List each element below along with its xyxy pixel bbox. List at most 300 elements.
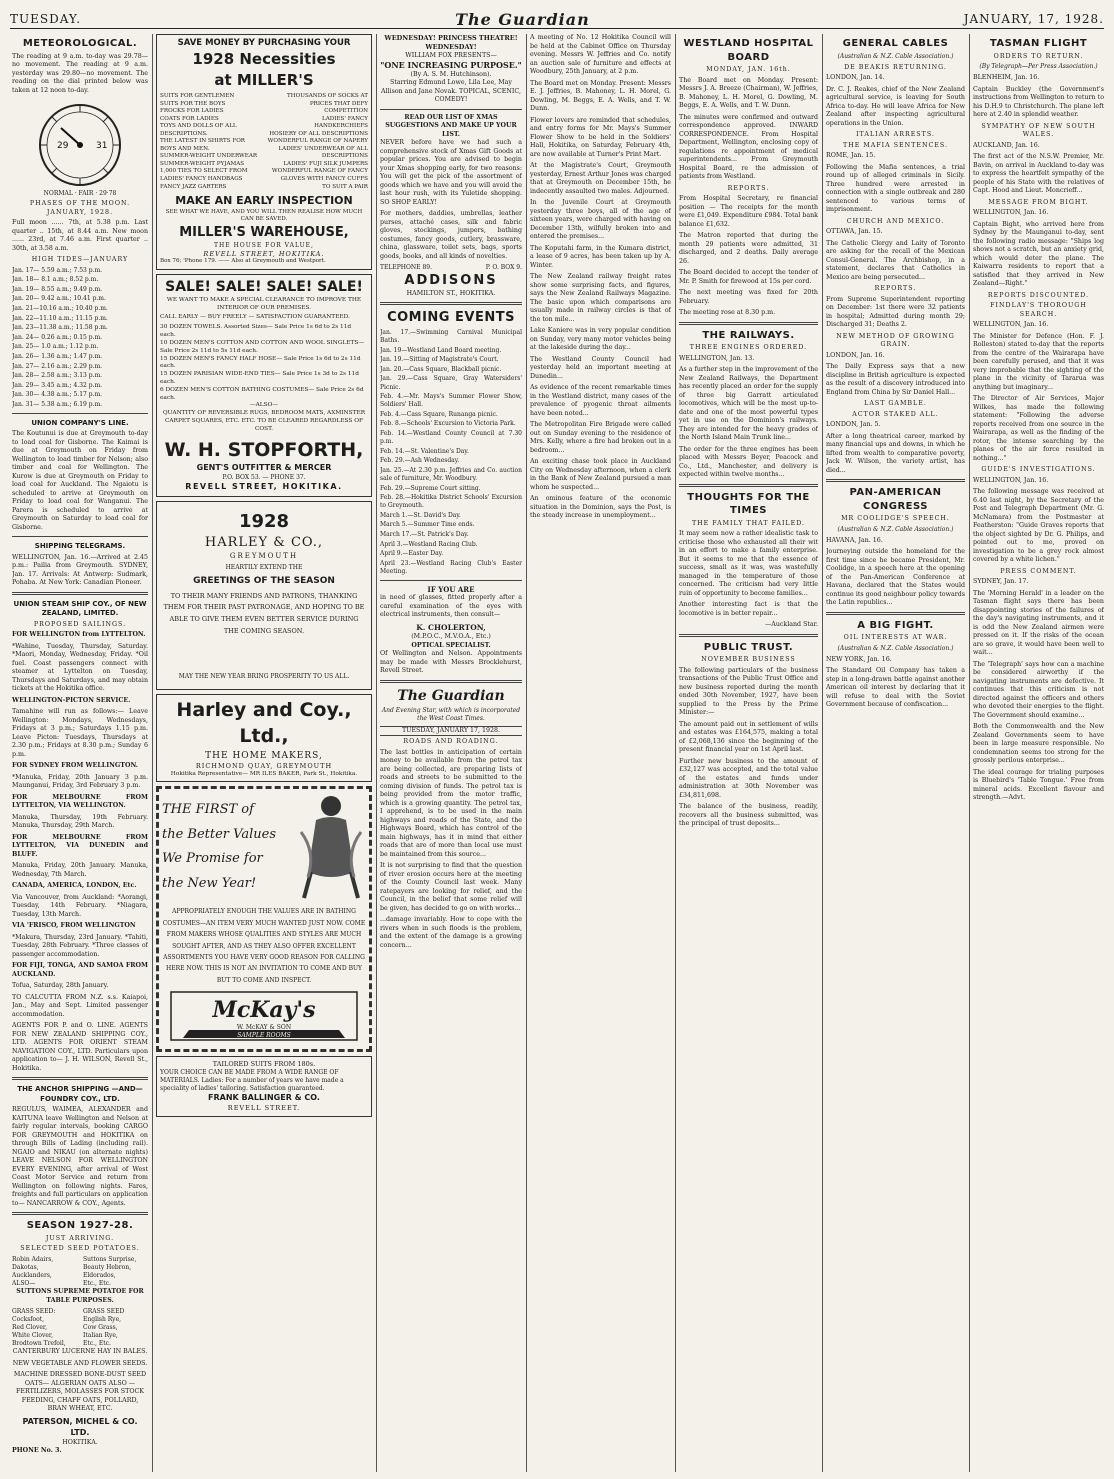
anchor-shipping-heading: THE ANCHOR SHIPPING —AND— FOUNDRY COY., LTD. [17, 1085, 143, 1103]
coming-events-heading: COMING EVENTS [387, 310, 515, 326]
fiji-text: Tofua, Saturday, 28th January. [12, 982, 109, 990]
railways-place: WELLINGTON, Jan. 13. [679, 354, 755, 362]
cables-text-5: The Daily Express says that a new discipline in British agriculture is expected as the result of a discovery introduced into England from China by Sir Daniel Hall... [826, 363, 965, 396]
guardian-subtitle: And Evening Star, with which is incorporated the West Coast Times. [381, 706, 521, 722]
coming-events-list [380, 329, 522, 576]
hospital-board-heading: WESTLAND HOSPITAL BOARD [683, 38, 814, 63]
fiji-heading: FOR FIJI, TONGA, AND SAMOA FROM AUCKLAND. [12, 962, 148, 978]
mckay-firm: W. McKAY & SON [236, 1023, 292, 1031]
lucerne-text: CANTERBURY LUCERNE HAY IN BALES. [12, 1348, 148, 1356]
grass-seed-item: White Clover, [12, 1332, 53, 1340]
frisco-heading: VIA 'FRISCO, FROM WELLINGTON [12, 922, 136, 930]
public-trust-text-4: The balance of the business, readily, recovers all the business submitted, was the principal of trust deposits... [679, 803, 818, 827]
harley-wish: MAY THE NEW YEAR BRING PROSPERITY TO US ALL. [178, 673, 350, 681]
princess-theatre-headline: WEDNESDAY! PRINCESS THEATRE! WEDNESDAY! [384, 34, 518, 51]
princess-author: (By A. S. M. Hutchinson). [410, 70, 492, 78]
ballinger-address: REVELL STREET. [227, 1103, 301, 1112]
eyes-heading: IF YOU ARE [427, 585, 475, 595]
coming-event-item: Jan. 17.—Swimming Carnival Municipal Baths. [380, 329, 522, 345]
coming-event-item: Feb. 29.—Supreme Court sitting. [380, 484, 481, 492]
millers-item: WONDERFUL RANGE OF FANCY GLOVES WITH FANCY CUFFS [271, 168, 368, 182]
hospital-text-5: The Board decided to accept the tender of Mr. P. Smith for firewood at 15s per cord. [679, 269, 818, 285]
big-fight-association: (Australian & N.Z. Cable Association.) [837, 644, 954, 652]
masthead-paper-title: The Guardian [455, 9, 590, 29]
cables-heading-4: REPORTS. [874, 285, 917, 293]
millers-address: REVELL STREET, HOKITIKA. [203, 249, 325, 258]
addisons-address: HAMILTON ST., HOKITIKA. [406, 289, 496, 297]
big-fight-heading: A BIG FIGHT. [857, 619, 934, 631]
grass-seed-item: GRASS SEED: [12, 1308, 56, 1315]
stopforth-name: W. H. STOPFORTH, [164, 438, 364, 461]
addisons-name: ADDISONS [404, 273, 498, 289]
first-line-1: THE FIRST of [162, 801, 254, 817]
first-line-4: the New Year! [162, 876, 257, 892]
guides-text: The following message was received at 6.40 last night, by the Secretary of the Post and Telegraph Department (Mr. G. McNamara) from the Postmaster at Featherston: "Guide Graves reports that the object sighted by Dr. G. Philips, and pointed out to me, proved on investigation to be a grey rock almost covered by a white lichen." [973, 488, 1104, 564]
hospital-reports-heading: REPORTS. [727, 184, 770, 192]
railways-heading: THE RAILWAYS. [702, 329, 795, 341]
lyttelton-heading: FOR WELLINGTON from LYTTELTON. [12, 631, 146, 639]
meteorological-heading: METEOROLOGICAL. [22, 38, 138, 49]
potato-item: Eldorados, [83, 1271, 116, 1279]
railways-text-2: The order for the three engines has been placed with Messrs Beyer, Peacock and Co., Ltd., Manchester, and delivery is expected within twelve months... [679, 445, 818, 478]
big-fight-sub: OIL INTERESTS AT WAR. [843, 634, 948, 642]
cholerton-title: OPTICAL SPECIALIST. [411, 641, 491, 649]
column-1: METEOROLOGICAL. The reading at 9 a.m. to-day was 29.78—no movement. The reading at 9 a.m. yesterday was 29.80—no movement. The reading on the dial printed below was taken at 12 noon to-day. 29 31 NORMAL · FAIR · 29·78 PHASES OF THE MOON. JANUARY, 1928. Full moon ...... 7th, at 5.38 p.m. Last quarter .. 15th, at 8.44 a.m. New moon ...... 23rd, at 7.46 a.m. First quarter .. 30th, at 3.58 a.m. HIGH TIDES—JANUARY Jan. 17— 5.59 a.m.; 7.53 p.m. Jan. 18— 8.1 a.m.; 8.52 p.m. Jan. 19— 8.55 a.m.; 9.49 p.m. Jan. 20— 9.42 a.m.; 10.41 p.m. Jan. 21—10.16 a.m.; 10.40 p.m. Jan. 22—11.10 a.m.; 11.15 p.m. Jan. 23—11.38 a.m.; 11.58 p.m. Jan. 24— 0.26 a.m.; 0.15 p.m. Jan. 25— 1.0 a.m.; 1.12 p.m. Jan. 26— 1.36 a.m.; 1.47 p.m. Jan. 27— 2.16 a.m.; 2.29 p.m. Jan. 28— 2.58 a.m.; 3.13 p.m. Jan. 29— 3.45 a.m.; 4.32 p.m. Jan. 30— 4.38 a.m.; 5.17 p.m. Jan. 31— 5.38 a.m.; 6.19 p.m. UNION COMPANY'S LINE. The Koutunui is due at Greymouth to-day to load coal for Gisborne. The Kaimai is due at Greymouth on Friday from Wellington to load timber for Nelson; also timber and coal for Wellington. The Kurow is due at Greymouth on Friday to load coal for Auckland. The Ngaiotu is scheduled to arrive at Greymouth on Friday to load coal for Wanganui. The Parera is scheduled to arrive at Greymouth on Saturday to load coal for Gisborne. SHIPPING TELEGRAMS. WELLINGTON, Jan. 16.—Arrived at 2.45 p.m.: Pailia from Greymouth. SYDNEY, Jan. 17. Arrivals: At Antwerp: Sudmark, Pohaba. At New York: Canadian Pioneer. UNION STEAM SHIP COY., OF NEW ZEALAND, LIMITED. PROPOSED SAILINGS. FOR WELLINGTON from LYTTELTON. *Wahine, Tuesday, Thursday, Saturday. *Maori, Monday, Wednesday, Friday. *Oil fuel. Coast passengers connect with steamer at Lyttelton on Tuesday, Thursdays and Saturdays, and may obtain tickets at the Hokitika office. WELLINGTON-PICTON SERVICE. Tamahine will run as follows:— Leave Wellington: Mondays, Wednesdays, Fridays at 3 p.m.; Saturdays 1.15 p.m. Leave Picton: Tuesdays, Thursdays at 2.30 p.m.; Fridays at 8.30 p.m.; Sunday 6 p.m. FOR SYDNEY FROM WELLINGTON. *Manuka, Friday, 20th January 3 p.m. Maunganui, Friday, 3rd February 3 p.m. FOR MELBOURNE FROM LYTTELTON, VIA WELLINGTON. Manuka, Thursday, 19th February. Manuka, Thursday, 29th March. FOR MELBOURNE FROM LYTTELTON, VIA DUNEDIN and BLUFF. Manuka, Friday, 20th January. Manuka, Wednesday, 7th March. CANADA, AMERICA, LONDON, Etc. Via Vancouver, from Auckland: *Aorangi, Tuesday, 14th February. *Niagara, Tuesday, 13th March. VIA 'FRISCO, FROM WELLINGTON *Makura, Thursday, 23rd January. *Tahiti, Tuesday, 28th February. *Three classes of passenger accommodation. FOR FIJI, TONGA, AND SAMOA FROM AUCKLAND. Tofua, Saturday, 28th January. TO CALCUTTA FROM N.Z. s.s. Kaiapoi, Jan., May and Sept. Limited passenger accommodation. AGENTS FOR P. and O. LINE. AGENTS FOR NEW ZEALAND SHIPPING COY., LTD. AGENTS FOR ORIENT STEAM NAVIGATION COY., LTD. Particulars upon application to— J. H. WILSON, Revell St., Hokitika. THE ANCHOR SHIPPING —AND— FOUNDRY COY., LTD. REGULUS, WAIMEA, ALEXANDER and KAITUNA leave Wellington and Nelson at fairly regular intervals, booking CARGO FOR GREYMOUTH and HOKITIKA on through Bills of Lading (including rail). NGAIO and NIKAU (on alternate nights) LEAVE NELSON FOR WELLINGTON EVERY EVENING, after arrival of West Coast Motor Service and return from Wellington on following nights. Fares, freights and full particulars on application to— NANCARROW & COY., Agents. SEASON 1927-28. JUST ARRIVING. SELECTED SEED POTATOES. Robin Adairs, Dakotas, Aucklanders, ALSO— Suttons Surprise, Beauty Hebron, Eldorados, Etc., Etc. SUTTONS SUPREME POTATOE FOR TABLE PURPOSES. GRASS SEED: Cocksfoot, Red Clover, White Clover, Brodtown Trefoil, GRASS SEED English Rye, Cow Grass, Italian Rye, Etc., Etc. CANTERBURY LUCERNE HAY IN BALES. NEW VEGETABLE AND FLOWER SEEDS. MACHINE DRESSED BONE-DUST SEED OATS— ALGERIAN OATS ALSO — FERTILIZERS, MOLASSES FOR STOCK FEEDING, CHAFF OATS, POLLARD, BRAN WHEAT, ETC. PATERSON, MICHEL & CO. LTD. HOKITIKA. PHONE No. 3. [12, 38, 148, 1455]
grass-seed-item: English Rye, [83, 1316, 122, 1324]
millers-advert [156, 34, 372, 270]
guides-heading: GUIDE'S INVESTIGATIONS. [981, 466, 1096, 474]
cables-place-3: OTTAWA, Jan. 15. [826, 228, 883, 236]
potato-item: Beauty Hebron, [83, 1263, 131, 1271]
press-text: The 'Morning Herald' in a leader on the Tasman flight says there has been disappointing stories of the failures of the day's navigating instruments, and it is odd the New Zealand airmen were pressed on it. If the risks of the ocean are so grave, it would have been well to wait... [973, 589, 1104, 657]
cables-text-2: Following the Mafia sentences, a trial round up of alleged criminals in Sicily. Three hundred were arrested in connection with a single outbreak and 280 sentenced to various terms of imprisonment. [826, 163, 965, 214]
picton-heading: WELLINGTON-PICTON SERVICE. [12, 696, 131, 704]
potato-item: Aucklanders, [12, 1271, 52, 1279]
reports-place: WELLINGTON, Jan. 16. [973, 321, 1049, 329]
mckay-sample-rooms: SAMPLE ROOMS [237, 1031, 291, 1039]
coming-event-item: Feb. 29.—Ash Wednesday. [380, 457, 460, 465]
message-place: WELLINGTON, Jan. 16. [973, 209, 1049, 217]
press-text-3: Both the Commonwealth and the New Zealand Governments seem to have been in large measure responsible. No condemnation seems too strong for the grossly perilous enterprise... [973, 723, 1104, 765]
millers-item: WONDERFUL RANGE OF NAPERY [267, 138, 368, 145]
big-fight-text: The Standard Oil Company has taken a step in a long-drawn battle against another American oil interest by declaring that it will refuse to deal with the Soviet Government because of confiscation... [826, 667, 965, 709]
first-better-values-advert [156, 786, 372, 1052]
grass-seed-list [12, 1308, 148, 1348]
column-rule [526, 34, 527, 1472]
millers-item: SUMMER-WEIGHT PYJAMAS [160, 160, 245, 167]
union-steam-ship-heading: UNION STEAM SHIP COY., OF NEW ZEALAND, LIMITED. [13, 599, 147, 618]
coming-event-item: Jan. 20.—Cass Square, Blackball picnic. [380, 365, 502, 373]
cables-text-3: The Catholic Clergy and Laity of Toronto are asking for the recall of the Mexican Consul-General. The Archbishop, in a statement, declares that Catholics in Mexico are being persecuted... [826, 239, 965, 281]
sympathy-place: AUCKLAND, Jan. 16. [973, 141, 1040, 149]
public-trust-text-2: The amount paid out in settlement of wills and estates was £164,575, making a total of £2,068,136 since the beginning of the present financial year on 1st April last. [679, 720, 818, 753]
coming-event-item: Jan. 19—Westland Land Board meeting. [380, 346, 502, 354]
pan-american-place: HAVANA, Jan. 16. [826, 536, 883, 544]
addisons-telephone: TELEPHONE 89. [380, 264, 433, 272]
stopforth-box: P.O. BOX 53. — PHONE 37. [222, 474, 306, 482]
millers-item: SUITS FOR THE BOYS [160, 100, 226, 107]
potato-item: ALSO— [12, 1279, 36, 1287]
tasman-association: (By Telegraph—Per Press Association.) [979, 63, 1098, 70]
cables-place-2: ROME, Jan. 15. [826, 152, 876, 160]
mckay-name: McKay's [212, 997, 316, 1024]
grass-seed-item: Cow Grass, [83, 1324, 118, 1332]
press-place: SYDNEY, Jan. 17. [973, 578, 1029, 586]
tide-row: Jan. 24— 0.26 a.m.; 0.15 p.m. [12, 333, 103, 341]
millers-item: SUMMER-WEIGHT UNDERWEAR [160, 153, 258, 160]
harley-year: 1928 [238, 511, 290, 532]
harley2-tagline: THE HOME MAKERS, [205, 750, 323, 761]
thoughts-sub: THE FAMILY THAT FAILED. [691, 519, 806, 527]
col4-para-2: The Board met on Monday. Present: Messrs E. J. Jeffries, B. Mahoney, L. H. Morel, G. Dowling, M. Beggs, E. A. Wells, and T. W. Dunn. [530, 79, 671, 112]
press-comment-heading: PRESS COMMENT. [1000, 567, 1077, 575]
harley-thanks-text: TO THEIR MANY FRIENDS AND PATRONS, THANKING THEM FOR THEIR PAST PATRONAGE, AND HOPING TO BE ABLE TO GIVE THEM EVEN BETTER SERVICE DURING THE COMING SEASON. [163, 591, 365, 635]
hospital-text-2: The minutes were confirmed and outward correspondence approved. INWARD CORRESPONDENCE. From Hospital Department, Wellington, enclosing copy of regulations re appointment of medical superintendents... From Greymouth Hospital Board, re the admission of patients from Westland. [679, 113, 818, 180]
millers-item: LADIES' FUJI SILK JUMPERS [283, 160, 368, 167]
column-4 [530, 34, 671, 1472]
moon-phases-heading: PHASES OF THE MOON. JANUARY, 1928. [29, 200, 131, 216]
tailored-suits-heading: TAILORED SUITS FROM 180s. [212, 1060, 316, 1069]
tide-row: Jan. 26— 1.36 a.m.; 1.47 p.m. [12, 352, 103, 360]
sydney-heading: FOR SYDNEY FROM WELLINGTON. [12, 762, 138, 770]
tide-row: Jan. 27— 2.16 a.m.; 2.29 p.m. [12, 362, 103, 370]
grass-seed-item: Etc., Etc. [83, 1340, 111, 1348]
masthead [10, 10, 1104, 29]
public-trust-text-3: Further new business to the amount of £32,127 was accepted, and the total value of the estates and funds under administration at 30th November was £34,811,698. [679, 757, 818, 799]
cables-place-6: LONDON, Jan. 5. [826, 421, 881, 429]
sale-also-text: QUANTITY OF REVERSIBLE RUGS, BEDROOM MATS, AXMINSTER CARPET SQUARES, ETC. ETC. TO BE CLEARED REGARDLESS OF COST. [162, 410, 366, 432]
pan-american-text: Journeying outside the homeland for the first time since he became President, Mr. Coolidge, in a speech here at the opening of the Pan-American Conference at Havana, declared that the States would continue its good neighbour policy towards the Latin republics... [826, 548, 965, 607]
cholerton-address: Of Wellington and Nelson. Appointments may be made with Messrs Brocklehurst, Revell Street. [380, 650, 522, 675]
tide-row: Jan. 18— 8.1 a.m.; 8.52 p.m. [12, 276, 99, 284]
tide-row: Jan. 20— 9.42 a.m.; 10.41 p.m. [12, 295, 106, 303]
tailored-suits-advert [156, 1056, 372, 1117]
millers-item: COATS FOR LADIES [160, 115, 219, 122]
sale-item: 6 DOZEN MEN'S COTTON BATHING COSTUMES— Sale Price 2s 6d each. [160, 386, 364, 401]
tide-row: Jan. 21—10.16 a.m.; 10.40 p.m. [12, 304, 108, 312]
tide-row: Jan. 31— 5.38 a.m.; 6.19 p.m. [12, 400, 103, 408]
pan-american-heading: PAN-AMERICAN CONGRESS [849, 487, 942, 512]
princess-fox: WILLIAM FOX PRESENTS— [405, 51, 497, 59]
xmas-text: NEVER before have we had such a comprehensive stock of Xmas Gift Goods at popular prices. You are advised to begin your Xmas shopping early, for two reasons: You will get the pick of the assortment of goods which we have and you will avoid the last hour rush, with its Yuletide shopping. SO SHOP EARLY! [380, 139, 522, 206]
seed-potatoes-heading: SELECTED SEED POTATOES. [20, 1245, 140, 1253]
coming-event-item: Feb. 14.—Westland County Council at 7.30 p.m. [380, 430, 522, 446]
millers-tagline: THE HOUSE FOR VALUE, [214, 241, 314, 249]
shipping-telegrams-heading: SHIPPING TELEGRAMS. [34, 542, 126, 551]
column-5 [679, 34, 818, 1472]
general-cables-heading: GENERAL CABLES [842, 38, 949, 49]
coming-event-item: Feb. 4.—Mr. Mays's Summer Flower Show, Soldiers' Hall. [380, 393, 522, 409]
coming-event-item: March 17.—St. Patrick's Day. [380, 531, 469, 539]
sale-also: —ALSO— [249, 402, 279, 409]
masthead-date: JANUARY, 17, 1928. [963, 12, 1104, 26]
sale-item: 15 DOZEN PARISIAN WIDE-END TIES— Sale Price 1s 3d to 2s 11d each. [160, 371, 359, 385]
agents-text: AGENTS FOR P. and O. LINE. AGENTS FOR NEW ZEALAND SHIPPING COY., LTD. AGENTS FOR ORIENT STEAM NAVIGATION COY., LTD. Particulars upon application to— J. H. WILSON, Revell St., Hokitika. [12, 1022, 148, 1072]
potato-item: Dakotas, [12, 1263, 39, 1271]
coming-event-item: April 3.—Westland Racing Club. [380, 540, 478, 548]
cables-heading-6b: ACTOR STAKED ALL. [852, 410, 939, 418]
cables-heading-3: CHURCH AND MEXICO. [846, 217, 945, 225]
guardian-heading: The Guardian [397, 687, 505, 704]
railways-sub: THREE ENGINES ORDERED. [689, 344, 808, 351]
thoughts-text-2: Another interesting fact is that the locomotive is in better repair... [679, 601, 818, 617]
xmas-list: For mothers, daddies, umbrellas, leather purses, attaché cases, silk and fabric gloves, stockings, jumpers, bathing costumes, fancy goods, cutlery, brassware, china, glassware, toilet sets, bags, sports goods, books, and all kinds of novelties. [380, 210, 522, 260]
hospital-text-4: The Matron reported that during the month 29 patients were admitted, 31 discharged, and 2 deaths. Daily average 26. [679, 232, 818, 265]
tide-row: Jan. 30— 4.38 a.m.; 5.17 p.m. [12, 391, 103, 399]
stopforth-outfitter: GENT'S OUTFITTER & MERCER [196, 463, 332, 473]
sympathy-heading: SYMPATHY OF NEW SOUTH WALES. [981, 122, 1096, 139]
coming-event-item: March 5.—Summer Time ends. [380, 521, 475, 529]
lyttelton-text: *Wahine, Tuesday, Thursday, Saturday. *Maori, Monday, Wednesday, Friday. *Oil fuel. Coast passengers connect with steamer at Lyttelton on Tuesday, Thursdays and Saturdays, and may obtain tickets at the Hokitika office. [12, 642, 148, 693]
addisons-box: P. O. BOX 9. [485, 264, 522, 272]
col4-para-13: An ominous feature of the economic situation in the Dominion, says the Post, is the steady increase in unemployment... [530, 495, 671, 519]
season-heading: SEASON 1927-28. [26, 1220, 134, 1232]
column-2-ads [156, 34, 372, 1472]
cables-heading-1: DE BEAKIS RETURNING. [844, 63, 947, 71]
melbourne-2-heading: FOR MELBOURNE FROM LYTTELTON, VIA DUNEDIN and BLUFF. [12, 833, 148, 858]
column-3 [380, 34, 522, 1472]
cables-place-5: LONDON, Jan. 16. [826, 351, 885, 359]
big-fight-place: NEW YORK, Jan. 16. [826, 655, 892, 663]
harley-home-makers-advert [156, 694, 372, 782]
message-text: Captain Bight, who arrived here from Sydney by the Maunganui to-day, sent the following radio message: "Ships log shows not a scratch, but an anxiety grid, which would deter the plane. The Kaiwarra residents to report that a satisfied that they arrived in New Zealand—Right." [973, 220, 1104, 288]
col4-para-3: Flower lovers are reminded that schedules, and entry forms for Mr. Mays's Summer Flower Show to be held in the Soldiers' Hall, Hokitika, on Saturday, February 4th, are now available at Turner's Print Mart. [530, 116, 671, 158]
princess-cast: Starring Edmund Lowe, Lila Lee, May Allison and Jane Novak. TOPICAL, SCENIC, COMEDY! [381, 79, 521, 104]
coming-event-item: Jan. 19.—Sitting of Magistrate's Court. [380, 356, 499, 364]
thoughts-text: It may seem now a rather idealistic task to criticise those who exhausted all their wit in an effort to make a family enterprise. But it seems to me that the essence of success, small as it was, was wastefully managed in the temperature of those concerned. The criticism had very little ruin of opportunity to become families... [679, 530, 818, 597]
phone-number: PHONE No. 3. [12, 1447, 62, 1455]
coming-event-item: Feb. 4.—Cass Square, Runanga picnic. [380, 410, 498, 418]
union-company-text: The Koutunui is due at Greymouth to-day to load coal for Gisborne. The Kaimai is due at Greymouth on Friday from Wellington to load timber for Nelson; also timber and coal for Wellington. The Kurow is due at Greymouth on Friday to load coal for Auckland. The Ngaiotu is scheduled to arrive at Greymouth on Friday to load coal for Wanganui. The Parera is scheduled to arrive at Greymouth on Saturday to load coal for Gisborne. [12, 430, 148, 531]
tide-row: Jan. 29— 3.45 a.m.; 4.32 p.m. [12, 381, 103, 389]
tide-row: Jan. 25— 1.0 a.m.; 1.12 p.m. [12, 343, 99, 351]
pan-american-sub: MR COOLIDGE'S SPEECH. [841, 515, 950, 523]
millers-box: Box 76; 'Phone 179. —— Also at Greymouth and Westport. [160, 258, 326, 265]
potato-item: Suttons Surprise, [83, 1255, 137, 1263]
column-rule [675, 34, 676, 1472]
millers-necessities: 1928 Necessities [192, 50, 336, 69]
millers-item: LADIES' UNDERWEAR OF ALL DESCRIPTIONS [278, 145, 368, 160]
col4-para-10: As evidence of the recent remarkable times in the Westland district, many cases of the prevalence of pyogenic throat ailments have been noted... [530, 384, 671, 417]
coming-event-item: Feb. 28.—Hokitika District Schools' Excursion to Greymouth. [380, 494, 522, 510]
millers-item: TO SUIT A PAIR [322, 183, 368, 190]
cables-heading-2b: THE MAFIA SENTENCES. [843, 141, 948, 149]
public-trust-sub: NOVEMBER BUSINESS [701, 656, 796, 663]
paterson-michel-name: PATERSON, MICHEL & CO. LTD. [22, 1416, 138, 1437]
tailored-choice-text: YOUR CHOICE CAN BE MADE FROM A WIDE RANGE OF MATERIALS. Ladies: For a number of years we have made a speciality of ladies' tailoring. Satisfaction guaranteed. [160, 1068, 344, 1093]
grass-seed-item: GRASS SEED [83, 1308, 125, 1315]
cables-text-6: After a long theatrical career, marked by many financial ups and downs, in which he lifted from wealth to comparative poverty, Jack W. Wilson, the variety artist, has died... [826, 432, 965, 474]
canada-text: Via Vancouver, from Auckland: *Aorangi, Tuesday, 14th February. *Niagara, Tuesday, 13th March. [12, 893, 148, 918]
millers-item: SUITS FOR GENTLEMEN [160, 92, 235, 99]
column-rule [152, 34, 153, 1472]
general-cables-association: (Australian & N.Z. Cable Association.) [837, 52, 954, 60]
ballinger-name: FRANK BALLINGER & CO. [208, 1093, 320, 1103]
hospital-end: The meeting rose at 8.30 p.m. [679, 309, 776, 316]
melbourne-2-text: Manuka, Friday, 20th January. Manuka, Wednesday, 7th March. [12, 862, 148, 878]
barometer-dial-icon [35, 98, 125, 190]
roads-text-3: ...damage invariably. How to cope with the rivers when in such floods is the problem, and the extent of the damage is a growing concern... [380, 916, 522, 949]
meteorological-text: The reading at 9 a.m. to-day was 29.78—no movement. The reading at 9 a.m. yesterday was 29.80—no movement. The reading on the dial printed below was taken at 12 noon to-day. [12, 52, 148, 94]
roads-heading: ROADS AND ROADING. [403, 738, 499, 746]
coming-event-item: April 9.—Easter Day. [380, 550, 444, 558]
public-trust-text: The following particulars of the business transactions of the Public Trust Office and new business reported during the month ended 30th November, 1927, have been supplied to the Press by the Prime Minister:— [679, 666, 818, 716]
tide-row: Jan. 17— 5.59 a.m.; 7.53 p.m. [12, 266, 103, 274]
coming-event-item: April 23.—Westland Racing Club's Easter Meeting. [380, 559, 522, 575]
column-rule [969, 34, 970, 1472]
paterson-town: HOKITIKA. [62, 1438, 98, 1446]
melbourne-heading: FOR MELBOURNE FROM LYTTELTON, VIA WELLINGTON. [12, 793, 148, 810]
coming-event-item: Jan. 29.—Cass Square, Gray Watersiders' Picnic. [380, 375, 522, 391]
cables-text-4: From Supreme Superintendent reporting on December: 1st there were 32 patients in hospital; Admitted during month 29; Discharged 31; Deaths 2. [826, 295, 965, 329]
pan-american-association: (Australian & N.Z. Cable Association.) [837, 525, 954, 533]
harley-town: GREYMOUTH [229, 551, 299, 560]
cables-heading-2: ITALIAN ARRESTS. [856, 131, 935, 139]
potato-item: Etc., Etc. [83, 1279, 111, 1287]
millers-item: LADIES' FANCY HANDBAGS [160, 175, 243, 182]
millers-warehouse-name: MILLER'S WAREHOUSE, [179, 225, 349, 241]
hospital-text-3: From Hospital Secretary, re financial position — The receipts for the month were £1,049. Expenditure £984. Total bank balance £1,632. [679, 195, 818, 228]
press-text-4: The ideal courage for trialing purposes is Bluebird's 'Table Tongue.' Free from mineral acids. Excellent flavour and strength.—Advt. [973, 768, 1104, 802]
press-text-2: The 'Telegraph' says how can a machine be considered airworthy if the navigating instruments are defective. It continues that this criticism is not directed against the officers and others who devoted their energies to the flight. The Government should examine... [973, 660, 1104, 719]
svg-text:29: 29 [57, 141, 69, 151]
grass-seed-item: Italian Rye, [83, 1332, 118, 1340]
column-rule [822, 34, 823, 1472]
cholerton-name: K. CHOLERTON, [416, 622, 486, 632]
season-sub: JUST ARRIVING. [45, 1234, 115, 1242]
dial-label-top: NORMAL [43, 190, 73, 197]
millers-inspection: MAKE AN EARLY INSPECTION [175, 194, 353, 208]
svg-text:31: 31 [96, 141, 108, 151]
cables-place-1: LONDON, Jan. 14. [826, 74, 885, 82]
reports-text-2: The Director of Air Services, Major Wilkes, has made the following statement: "Following the adverse reports received from one source in the Wairarapa, as well as the finding of the rotor, the intense searching by the planes of the air force resulted in nothing..." [973, 395, 1104, 462]
picton-text: Tamahine will run as follows:— Leave Wellington: Mondays, Wednesdays, Fridays at 3 p.m.; Saturdays 1.15 p.m. Leave Picton: Tuesdays, Thursdays at 2.30 p.m.; Fridays at 8.30 p.m.; Sunday 6 p.m. [12, 708, 148, 758]
tide-row: Jan. 28— 2.58 a.m.; 3.13 p.m. [12, 372, 103, 380]
harley-greetings: GREETINGS OF THE SEASON [193, 576, 335, 587]
sale-call-early: CALL EARLY — BUY FREELY — SATISFACTION GUARANTEED. [160, 314, 350, 321]
melbourne-text: Manuka, Thursday, 19th February. Manuka, Thursday, 29th March. [12, 813, 148, 830]
dial-reading: 29·78 [99, 190, 117, 197]
vegetable-seeds-text: NEW VEGETABLE AND FLOWER SEEDS. [12, 1359, 148, 1367]
millers-headline: SAVE MONEY BY PURCHASING YOUR [177, 38, 351, 48]
calcutta-text: TO CALCUTTA FROM N.Z. s.s. Kaiapoi, Jan., May and Sept. Limited passenger accommodation. [12, 993, 148, 1018]
princess-film-title: "ONE INCREASING PURPOSE." [380, 60, 522, 71]
harley-extend: HEARTILY EXTEND THE [225, 564, 303, 572]
suttons-supreme-text: SUTTONS SUPREME POTATOE FOR TABLE PURPOSES. [16, 1288, 144, 1304]
eyes-text: in need of glasses, fitted properly after a careful examination of the eyes with electrical instruments, then consult— [380, 594, 522, 619]
col4-para-12: An exciting chase took place in Auckland City on Wednesday afternoon, when a clerk in the Bank of New Zealand pursued a man whom he suspected... [530, 458, 671, 491]
col4-para-4: At the Magistrate's Court, Greymouth yesterday, Ernest Arthur Jones was charged that at Greymouth on December 15th, he indecently assaulted two males. Adjourned. [530, 162, 671, 195]
millers-item: 1,000 TIES TO SELECT FROM [160, 168, 248, 175]
column-7 [973, 34, 1104, 1472]
hospital-board-date: MONDAY, JAN. 16th. [706, 66, 791, 73]
grass-seed-item: Red Clover, [12, 1324, 47, 1332]
cables-heading-6: LAST GAMBLE. [864, 400, 927, 408]
tide-row: Jan. 22—11.10 a.m.; 11.15 p.m. [12, 314, 108, 322]
millers-at: at MILLER'S [214, 70, 314, 89]
grass-seed-item: Brodtown Trefoil, [12, 1340, 66, 1348]
reports-sub: FINDLAY'S THOROUGH SEARCH. [990, 302, 1087, 318]
masthead-day: TUESDAY. [10, 12, 82, 26]
sale-item: 10 DOZEN MEN'S COTTON AND COTTON AND WOOL SINGLETS— Sale Price 2s 11d to 5s 11d each. [160, 339, 365, 354]
harley2-representative: Hokitika Representative— MR ILES BAKER, Park St., Hokitika. [170, 770, 358, 777]
thoughts-heading: THOUGHTS FOR THE TIMES [687, 491, 810, 516]
high-tides-heading: HIGH TIDES—JANUARY [31, 256, 129, 264]
coming-event-item: Feb. 8.—Schools' Excursion to Victoria Park. [380, 420, 516, 428]
high-tides-list [12, 267, 148, 409]
roads-text-2: It is not surprising to find that the question of river erosion occurs here at the meeting of the County Council last week. Many ratepayers are looking for relief, and the Council, in the belief that some relief will be given, has decided to go on with works... [380, 862, 522, 912]
roads-text: The last bottles in anticipation of certain money to be available from the petrol tax are being collected, are preparing lists of roads and streets to be submitted to the coming division of funds. The petrol tax is being provided from the motor traffic, which is a growing quantity. The petrol tax, I apprehend, is to be used in the main highways and roads of the State, and the Highways Board, which has control of the main highways, has it in mind that either roads that are of more than local use must be maintained from this source... [380, 748, 522, 858]
first-line-2: the Better Values [162, 826, 276, 842]
column-rule [376, 34, 377, 1472]
col4-para-5: In the Juvenile Court at Greymouth yesterday three boys, all of the age of sixteen years, were charged with having on December 13th, wilfully broken into and entered the premises... [530, 199, 671, 240]
sydney-text: *Manuka, Friday, 20th January 3 p.m. Maunganui, Friday, 3rd February 3 p.m. [12, 773, 148, 790]
canada-heading: CANADA, AMERICA, LONDON, Etc. [12, 882, 137, 890]
millers-item: LADIES' FANCY HANDKERCHIEFS [314, 115, 368, 130]
col4-para-9: The Westland County Council had yesterday held an important meeting at Dunedin... [530, 355, 671, 380]
bone-dust-text: MACHINE DRESSED BONE-DUST SEED OATS— ALGERIAN OATS ALSO — FERTILIZERS, MOLASSES FOR STOCK FEEDING, CHAFF OATS, POLLARD, BRAN WHEAT, ETC. [13, 1371, 147, 1413]
millers-item: FANCY JAZZ GARTERS [160, 183, 227, 190]
guides-place: WELLINGTON, Jan. 16. [973, 476, 1049, 484]
sale-headline: SALE! SALE! SALE! SALE! [165, 278, 363, 295]
harley-name: HARLEY & CO., [204, 535, 324, 551]
public-trust-heading: PUBLIC TRUST. [703, 641, 794, 653]
frisco-text: *Makura, Thursday, 23rd January. *Tahiti, Tuesday, 28th February. *Three classes of passenger accommodation. [12, 933, 148, 958]
reports-text: The Minister for Defence (Hon. F. J. Rolleston) stated to-day that the reports from the centre of the Wairarapa have been carefully perused, and that it was very improbable that the sighting of the plane in the vicinity of Tararua was anything but imaginary... [973, 332, 1104, 391]
tasman-flight-heading: TASMAN FLIGHT [989, 38, 1088, 49]
railways-text: As a further step in the improvement of the New Zealand Railways, the Department has recently placed an order for the supply of three big Garratt articulated locomotives, which will be the most up-to-date and one of the most powerful types yet in use on the Dominion's railways. They are intended for the heavy grades of the North Island Main Trunk line... [679, 366, 818, 441]
reports-heading: REPORTS DISCOUNTED. [987, 291, 1090, 299]
anchor-shipping-text: REGULUS, WAIMEA, ALEXANDER and KAITUNA leave Wellington and Nelson at fairly regular intervals, booking CARGO FOR GREYMOUTH and HOKITIKA on through Bills of Lading (including rail). NGAIO and NIKAU (on alternate nights) LEAVE NELSON FOR WELLINGTON EVERY EVENING, after arrival of West Coast Motor Service and return from Wellington on following nights. Fares, freights and full particulars on application to— NANCARROW & COY., Agents. [12, 1106, 148, 1207]
first-line-3: We Promise for [162, 851, 263, 867]
xmas-headline: READ OUR LIST OF XMAS SUGGESTIONS AND MAKE UP YOUR LIST. [385, 113, 517, 138]
union-company-heading: UNION COMPANY'S LINE. [31, 419, 129, 427]
harley2-name: Harley and Coy., Ltd., [176, 699, 352, 747]
millers-item: FROCKS FOR LADIES [160, 108, 224, 115]
coming-event-item: Feb. 14.—St. Valentine's Day. [380, 447, 469, 455]
millers-inspection-sub: SEE WHAT WE HAVE, AND YOU WILL THEN REALISE HOW MUCH CAN BE SAVED. [165, 208, 363, 223]
col4-para-6: The Koputahi farm, in the Kumara district, a lease of 9 acres, has been taken up by A. Winter. [530, 244, 671, 269]
moon-phases-text: Full moon ...... 7th, at 5.38 p.m. Last quarter .. 15th, at 8.44 a.m. New moon ...... 23rd, at 7.46 a.m. First quarter .. 30th, at 3.58 a.m. [12, 219, 148, 252]
col4-para-8: Lake Kaniere was in very popular condition on Sunday, very many motor vehicles being at the lakeside during the day... [530, 327, 671, 351]
shipping-telegrams-text: WELLINGTON, Jan. 16.—Arrived at 2.45 p.m.: Pailia from Greymouth. SYDNEY, Jan. 17. Arrivals: At Antwerp: Sudmark, Pohaba. At New York: Canadian Pioneer. [12, 553, 148, 587]
col4-para-11: The Metropolitan Fire Brigade were called out on Sunday evening to the residence of Mrs. Kelly, where a fire had broken out in a bedroom... [530, 421, 671, 454]
tasman-text: Captain Buckley (the Government's instructions from Wellington to return to his D.H.9 to Christchurch. The plane left here at 2.40 in splendid weather. [973, 85, 1104, 119]
hospital-text-1: The Board met on Monday. Present: Messrs J. A. Breeze (Chairman), W. Jeffries, B. Mahoney, L. H. Morel, G. Dowling, M. Beggs, E. A. Wells, and T. W. Dunn. [679, 76, 818, 109]
column-6 [826, 34, 965, 1472]
coming-event-item: Jan. 25.—At 2.30 p.m. Jeffries and Co. auction sale of furniture, Mr. Woodbury. [380, 466, 522, 483]
first-values-text: APPROPRIATELY ENOUGH THE VALUES ARE IN BATHING COSTUMES—AN ITEM VERY MUCH WANTED JUST NOW. COME FROM MAKERS WHOSE QUALITIES AND STYLES ARE MUCH SOUGHT AFTER, AND AS THEY ALSO OFFER EXCELLENT ASSORTMENTS YOU HAVE VERY GOOD REASON FOR CALLING HERE NOW. THIS IS NOT AN INVITATION TO COME AND BUY BUT TO COME AND INSPECT. [162, 908, 366, 984]
sale-subline: WE WANT TO MAKE A SPECIAL CLEARANCE TO IMPROVE THE INTERIOR OF OUR PREMISES. [166, 296, 362, 311]
bather-illustration-icon [296, 792, 366, 902]
millers-item: THOUSANDS OF SOCKS AT PRICES THAT DEFY COMPETITION [287, 92, 368, 115]
cables-heading-5: NEW METHOD OF GROWING GRAIN. [836, 332, 955, 349]
cholerton-qualifications: (M.P.O.C., M.V.O.A., Etc.) [411, 633, 491, 641]
guardian-date: TUESDAY, JANUARY 17, 1928. [380, 726, 522, 737]
millers-item: HOSIERY OF ALL DESCRIPTIONS [269, 130, 368, 137]
stopforth-sale-advert [156, 274, 372, 497]
cables-text-1: Dr. C. J. Reakes, chief of the New Zealand agricultural service, is leaving for South Africa to-day. He will leave Africa for New Zealand after inspecting agricultural operations in the Union. [826, 85, 965, 127]
millers-item: TOYS AND DOLLS OF ALL DESCRIPTIONS. [160, 123, 237, 137]
tasman-flight-sub: ORDERS TO RETURN. [993, 52, 1084, 60]
message-heading: MESSAGE FROM BIGHT. [988, 198, 1089, 206]
millers-item: THE LATEST IN SHIRTS FOR BOYS AND MEN. [160, 138, 246, 152]
potato-item: Robin Adairs, [12, 1255, 54, 1263]
hospital-text-6: The next meeting was fixed for 20th February. [679, 289, 818, 305]
sale-item: 30 DOZEN TOWELS. Assorted Sizes— Sale Price 1s 6d to 2s 11d each. [160, 324, 352, 339]
col4-para-1: A meeting of No. 12 Hokitika Council will be held at the Cabinet Office on Thursday evening. Messrs W. Jeffries and Co. notify an auction sale of furniture and effects at Woodbury, 25th January, at 2 p.m. [530, 34, 671, 75]
proposed-sailings-heading: PROPOSED SAILINGS. [33, 620, 127, 628]
